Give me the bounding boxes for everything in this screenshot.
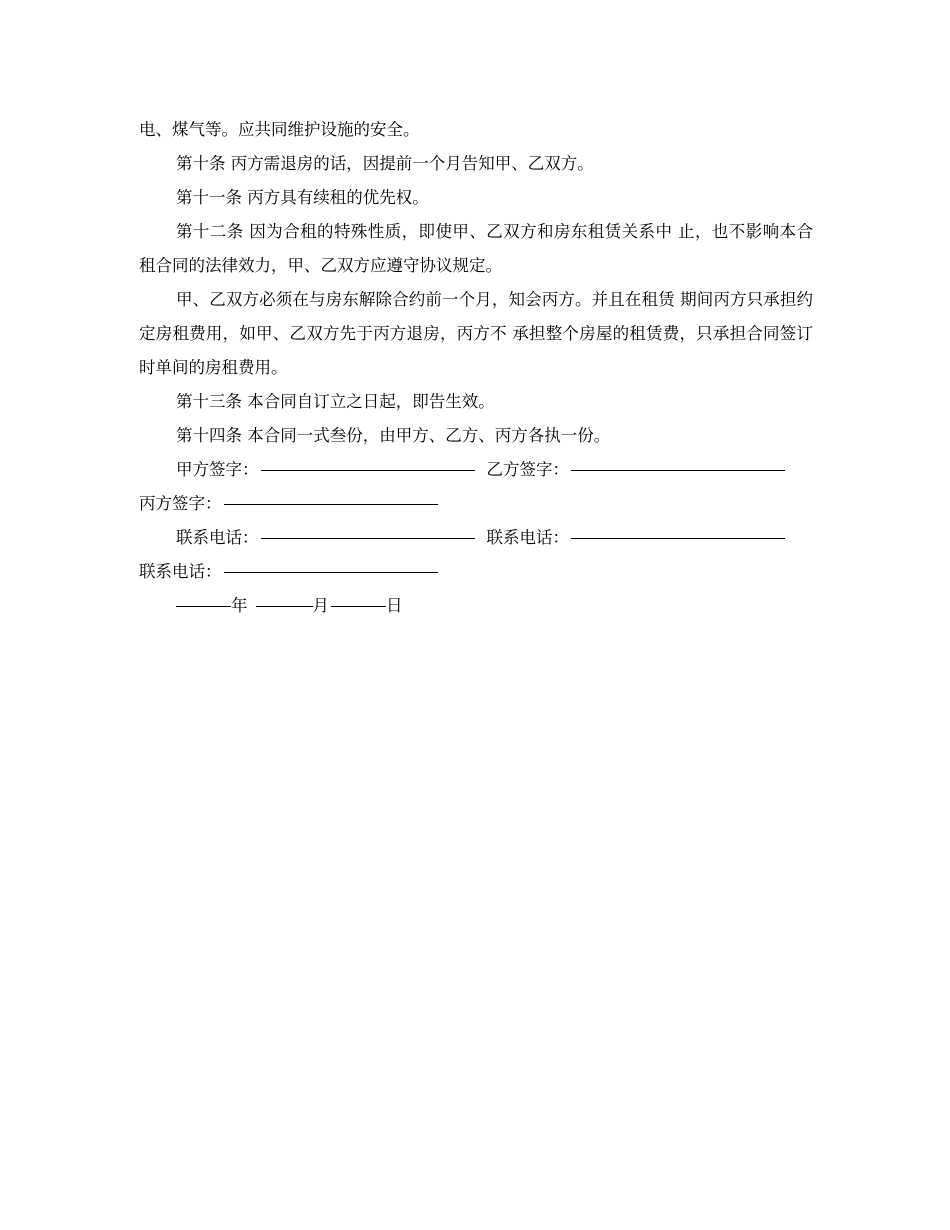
- month-blank[interactable]: [256, 605, 313, 607]
- party-b-signature-blank[interactable]: [571, 469, 785, 471]
- signature-row-ab: [139, 453, 813, 487]
- month-label: 月: [312, 596, 329, 615]
- party-c-signature-blank[interactable]: [224, 503, 438, 505]
- day-label: 日: [386, 596, 403, 615]
- party-c-phone-label: 联系电话：: [139, 562, 222, 581]
- party-c-phone-blank[interactable]: [224, 571, 438, 573]
- signature-row-c: [139, 487, 813, 521]
- clause-14: 第十四条 本合同一式叁份，由甲方、乙方、丙方各执一份。: [176, 426, 611, 445]
- date-row: [139, 589, 813, 623]
- clause-12-supplement: 甲、乙双方必须在与房东解除合约前一个月，知会丙方。并且在租赁 期间丙方只承担约定房租费用，如甲、乙双方先于丙方退房，丙方不 承担整个房屋的租赁费，只承担合同签订时单间的房租费用。: [139, 290, 813, 377]
- clause-13: 第十三条 本合同自订立之日起，即告生效。: [176, 392, 495, 411]
- party-b-signature-label: 乙方签字：: [486, 460, 569, 479]
- year-blank[interactable]: [176, 605, 231, 607]
- party-a-signature-label: 甲方签字：: [176, 460, 259, 479]
- party-c-signature-label: 丙方签字：: [139, 494, 222, 513]
- document-body: [139, 113, 813, 623]
- party-a-phone-blank[interactable]: [261, 537, 475, 539]
- clause-12: 第十二条 因为合租的特殊性质，即使甲、乙双方和房东租赁关系中 止，也不影响本合租合同的法律效力，甲、乙双方应遵守协议规定。: [139, 222, 813, 275]
- clause-10: 第十条 丙方需退房的话，因提前一个月告知甲、乙双方。: [176, 154, 594, 173]
- party-b-phone-blank[interactable]: [571, 537, 785, 539]
- party-a-phone-label: 联系电话：: [176, 528, 259, 547]
- year-label: 年: [231, 596, 248, 615]
- day-blank[interactable]: [331, 605, 386, 607]
- party-a-signature-blank[interactable]: [261, 469, 475, 471]
- phone-row-ab: [139, 521, 813, 555]
- phone-row-c: [139, 555, 813, 589]
- clause-11: 第十一条 丙方具有续租的优先权。: [176, 188, 429, 207]
- clause-continuation: 电、煤气等。应共同维护设施的安全。: [139, 120, 420, 139]
- party-b-phone-label: 联系电话：: [486, 528, 569, 547]
